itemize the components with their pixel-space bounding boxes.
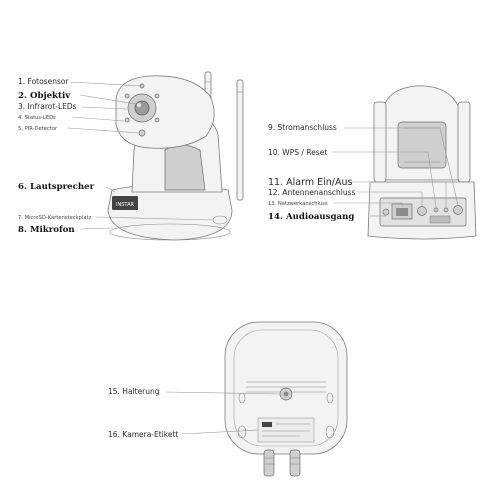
- label-audio-output: 14. Audioausgang: [268, 212, 355, 222]
- label-camera-sticker: 16. Kamera-Etikett: [108, 430, 179, 439]
- antenna-right: [237, 80, 243, 200]
- alarm-port: [444, 208, 448, 212]
- wps-reset-button: [434, 208, 438, 212]
- infrared-led: [155, 94, 159, 98]
- label-microphone: 8. Mikrofon: [18, 225, 75, 235]
- infrared-led: [155, 118, 159, 122]
- label-status-leds: 4. Status-LEDs: [18, 115, 56, 121]
- label-microsd-slot: 7. MicroSD-Kartensteckplatz: [18, 215, 92, 221]
- audio-jack: [383, 209, 389, 215]
- label-lens: 2. Objektiv: [18, 91, 71, 101]
- infrared-led: [125, 94, 129, 98]
- camera-bottom-view: [225, 322, 347, 476]
- label-mount: 15. Halterung: [108, 387, 160, 396]
- label-pir-detector: 5. PIR-Detector: [18, 126, 58, 132]
- label-network-port: 13. Netzwerkanschluss: [268, 201, 328, 207]
- power-port: [454, 206, 463, 215]
- label-wps-reset: 10. WPS / Reset: [268, 148, 328, 157]
- label-photo-sensor: 1. Fotosensor: [18, 77, 69, 86]
- back-head-slot: [398, 122, 446, 168]
- antenna-port: [418, 207, 427, 216]
- label-antenna-port: 12. Antennenanschluss: [268, 188, 356, 197]
- label-speaker: 6. Lautsprecher: [18, 182, 95, 192]
- pir-detector: [139, 130, 145, 136]
- camera-front-view: [108, 72, 243, 240]
- label-alarm-toggle: 11. Alarm Ein/Aus: [268, 177, 353, 188]
- lens: [135, 101, 149, 115]
- camera-label-sticker: [258, 418, 314, 442]
- infrared-led: [125, 118, 129, 122]
- label-power-port: 9. Stromanschluss: [268, 123, 337, 132]
- label-infrared-leds: 3. Infrarot-LEDs: [18, 102, 77, 111]
- antenna-stub-right: [290, 450, 300, 476]
- antenna-stub-left: [264, 450, 274, 476]
- brand-text: INSTAR: [116, 202, 134, 208]
